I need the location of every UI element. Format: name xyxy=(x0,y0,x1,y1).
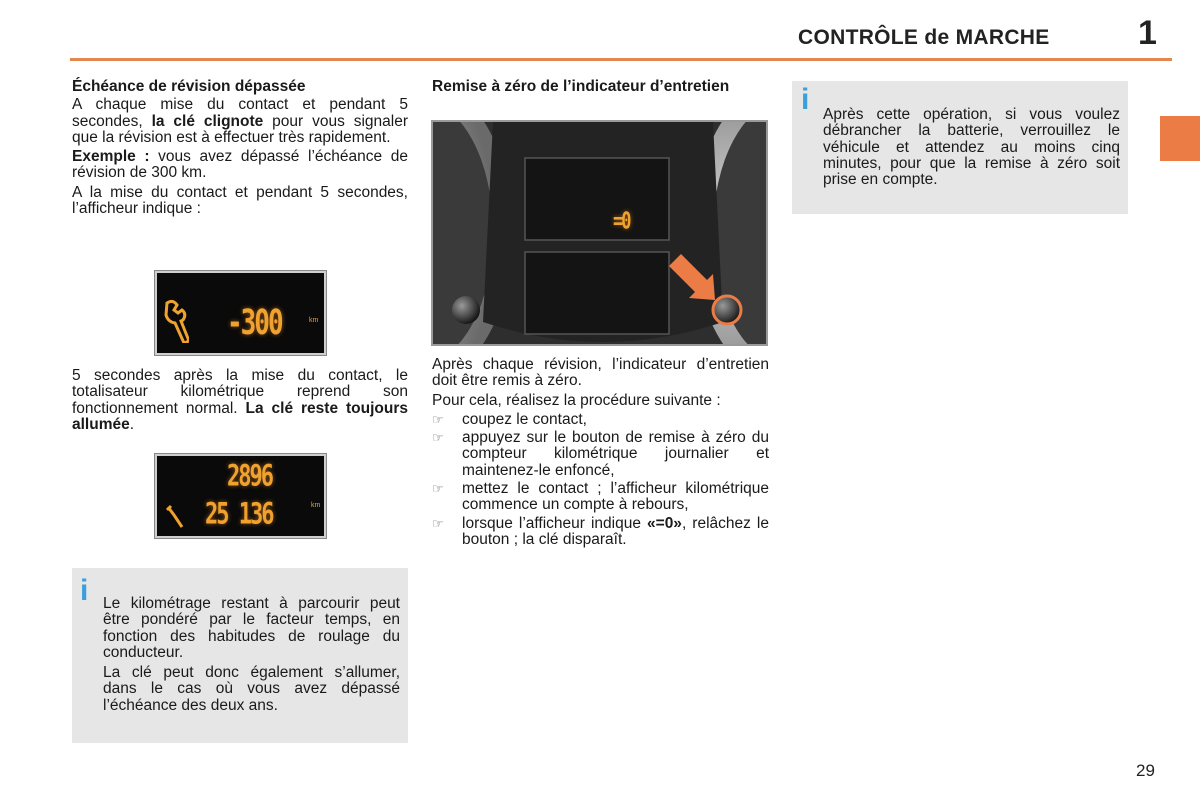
pointing-hand-icon: ☞ xyxy=(432,411,444,427)
column-left-lower xyxy=(72,366,408,433)
pointing-hand-icon: ☞ xyxy=(432,481,444,497)
paragraph-normal-operation: 5 secondes après la mise du contact, le totalisateur kilométrique reprend son fonctionnement normal. La clé reste toujours allumée. xyxy=(72,367,408,433)
paragraph-procedure: Pour cela, réalisez la procédure suivante : xyxy=(432,391,721,409)
lcd-trip-value: 2896 xyxy=(227,460,272,494)
paragraph-key-flashes: A chaque mise du contact et pendant 5 secondes, la clé clignote pour vous signaler que la révision est à effectuer très rapidement. xyxy=(72,96,409,146)
note-paragraph-1: Après cette opération, si vous voulez débrancher la batterie, verrouillez le véhicule et attendez au moins cinq minutes, pour que la remise à zéro soit prise en compte. xyxy=(823,106,1120,189)
heading-reset-indicator: Remise à zéro de l’indicateur d’entretien xyxy=(432,78,730,95)
lcd-overdue-value: -300 xyxy=(227,303,282,344)
list-item: ☞ appuyez sur le bouton de remise à zéro du compteur kilométrique journalier et maintenez-le enfoncé, xyxy=(432,429,769,479)
lcd-display-overdue xyxy=(155,271,326,355)
pointing-hand-icon: ☞ xyxy=(432,430,444,446)
column-middle xyxy=(432,79,769,95)
list-item: ☞ lorsque l’afficheur indique «=0», relâchez le bouton ; la clé disparaît. xyxy=(432,514,769,548)
column-left xyxy=(72,79,408,217)
list-item: ☞ mettez le contact ; l’afficheur kilométrique commence un compte à rebours, xyxy=(432,480,769,514)
list-item: ☞ coupez le contact, xyxy=(432,410,587,428)
lcd-odometer-value: 25 136 xyxy=(205,498,273,532)
lcd-display-odometer xyxy=(155,454,326,538)
lcd-km-unit: km xyxy=(311,502,321,509)
pointing-hand-icon: ☞ xyxy=(432,515,444,531)
chapter-number: 1 xyxy=(1138,14,1157,52)
wrench-icon xyxy=(163,299,189,343)
info-icon: i xyxy=(801,83,810,116)
note-text xyxy=(103,596,400,714)
wrench-icon xyxy=(165,504,187,530)
note-paragraph-1: Le kilométrage restant à parcourir peut être pondéré par le facteur temps, en fonction des habitudes de roulage du conducteur. xyxy=(103,595,400,661)
note-paragraph-2: La clé peut donc également s’allumer, dans le cas où vous avez dépassé l’échéance des deux ans. xyxy=(103,664,400,714)
info-icon: i xyxy=(80,574,89,607)
dash-display-reset-value: =0 xyxy=(613,208,630,235)
paragraph-display-shows: A la mise du contact et pendant 5 secondes, l’afficheur indique : xyxy=(72,183,408,218)
header-divider xyxy=(70,58,1172,61)
chapter-side-tab xyxy=(1160,116,1200,161)
procedure-steps xyxy=(432,412,769,548)
column-middle-lower xyxy=(432,355,769,550)
paragraph-example: Exemple : vous avez dépassé l’échéance de révision de 300 km. xyxy=(72,148,408,182)
dashboard-illustration xyxy=(431,120,768,346)
info-note-mileage xyxy=(72,568,408,743)
heading-overdue-service: Échéance de révision dépassée xyxy=(72,78,306,95)
info-note-battery xyxy=(792,81,1128,214)
paragraph-after-service: Après chaque révision, l’indicateur d’entretien doit être remis à zéro. xyxy=(432,356,769,390)
page-number: 29 xyxy=(1136,761,1155,780)
section-title: CONTRÔLE de MARCHE xyxy=(798,26,1050,49)
instrument-cluster-image xyxy=(433,122,768,346)
lcd-km-unit: km xyxy=(309,317,319,324)
